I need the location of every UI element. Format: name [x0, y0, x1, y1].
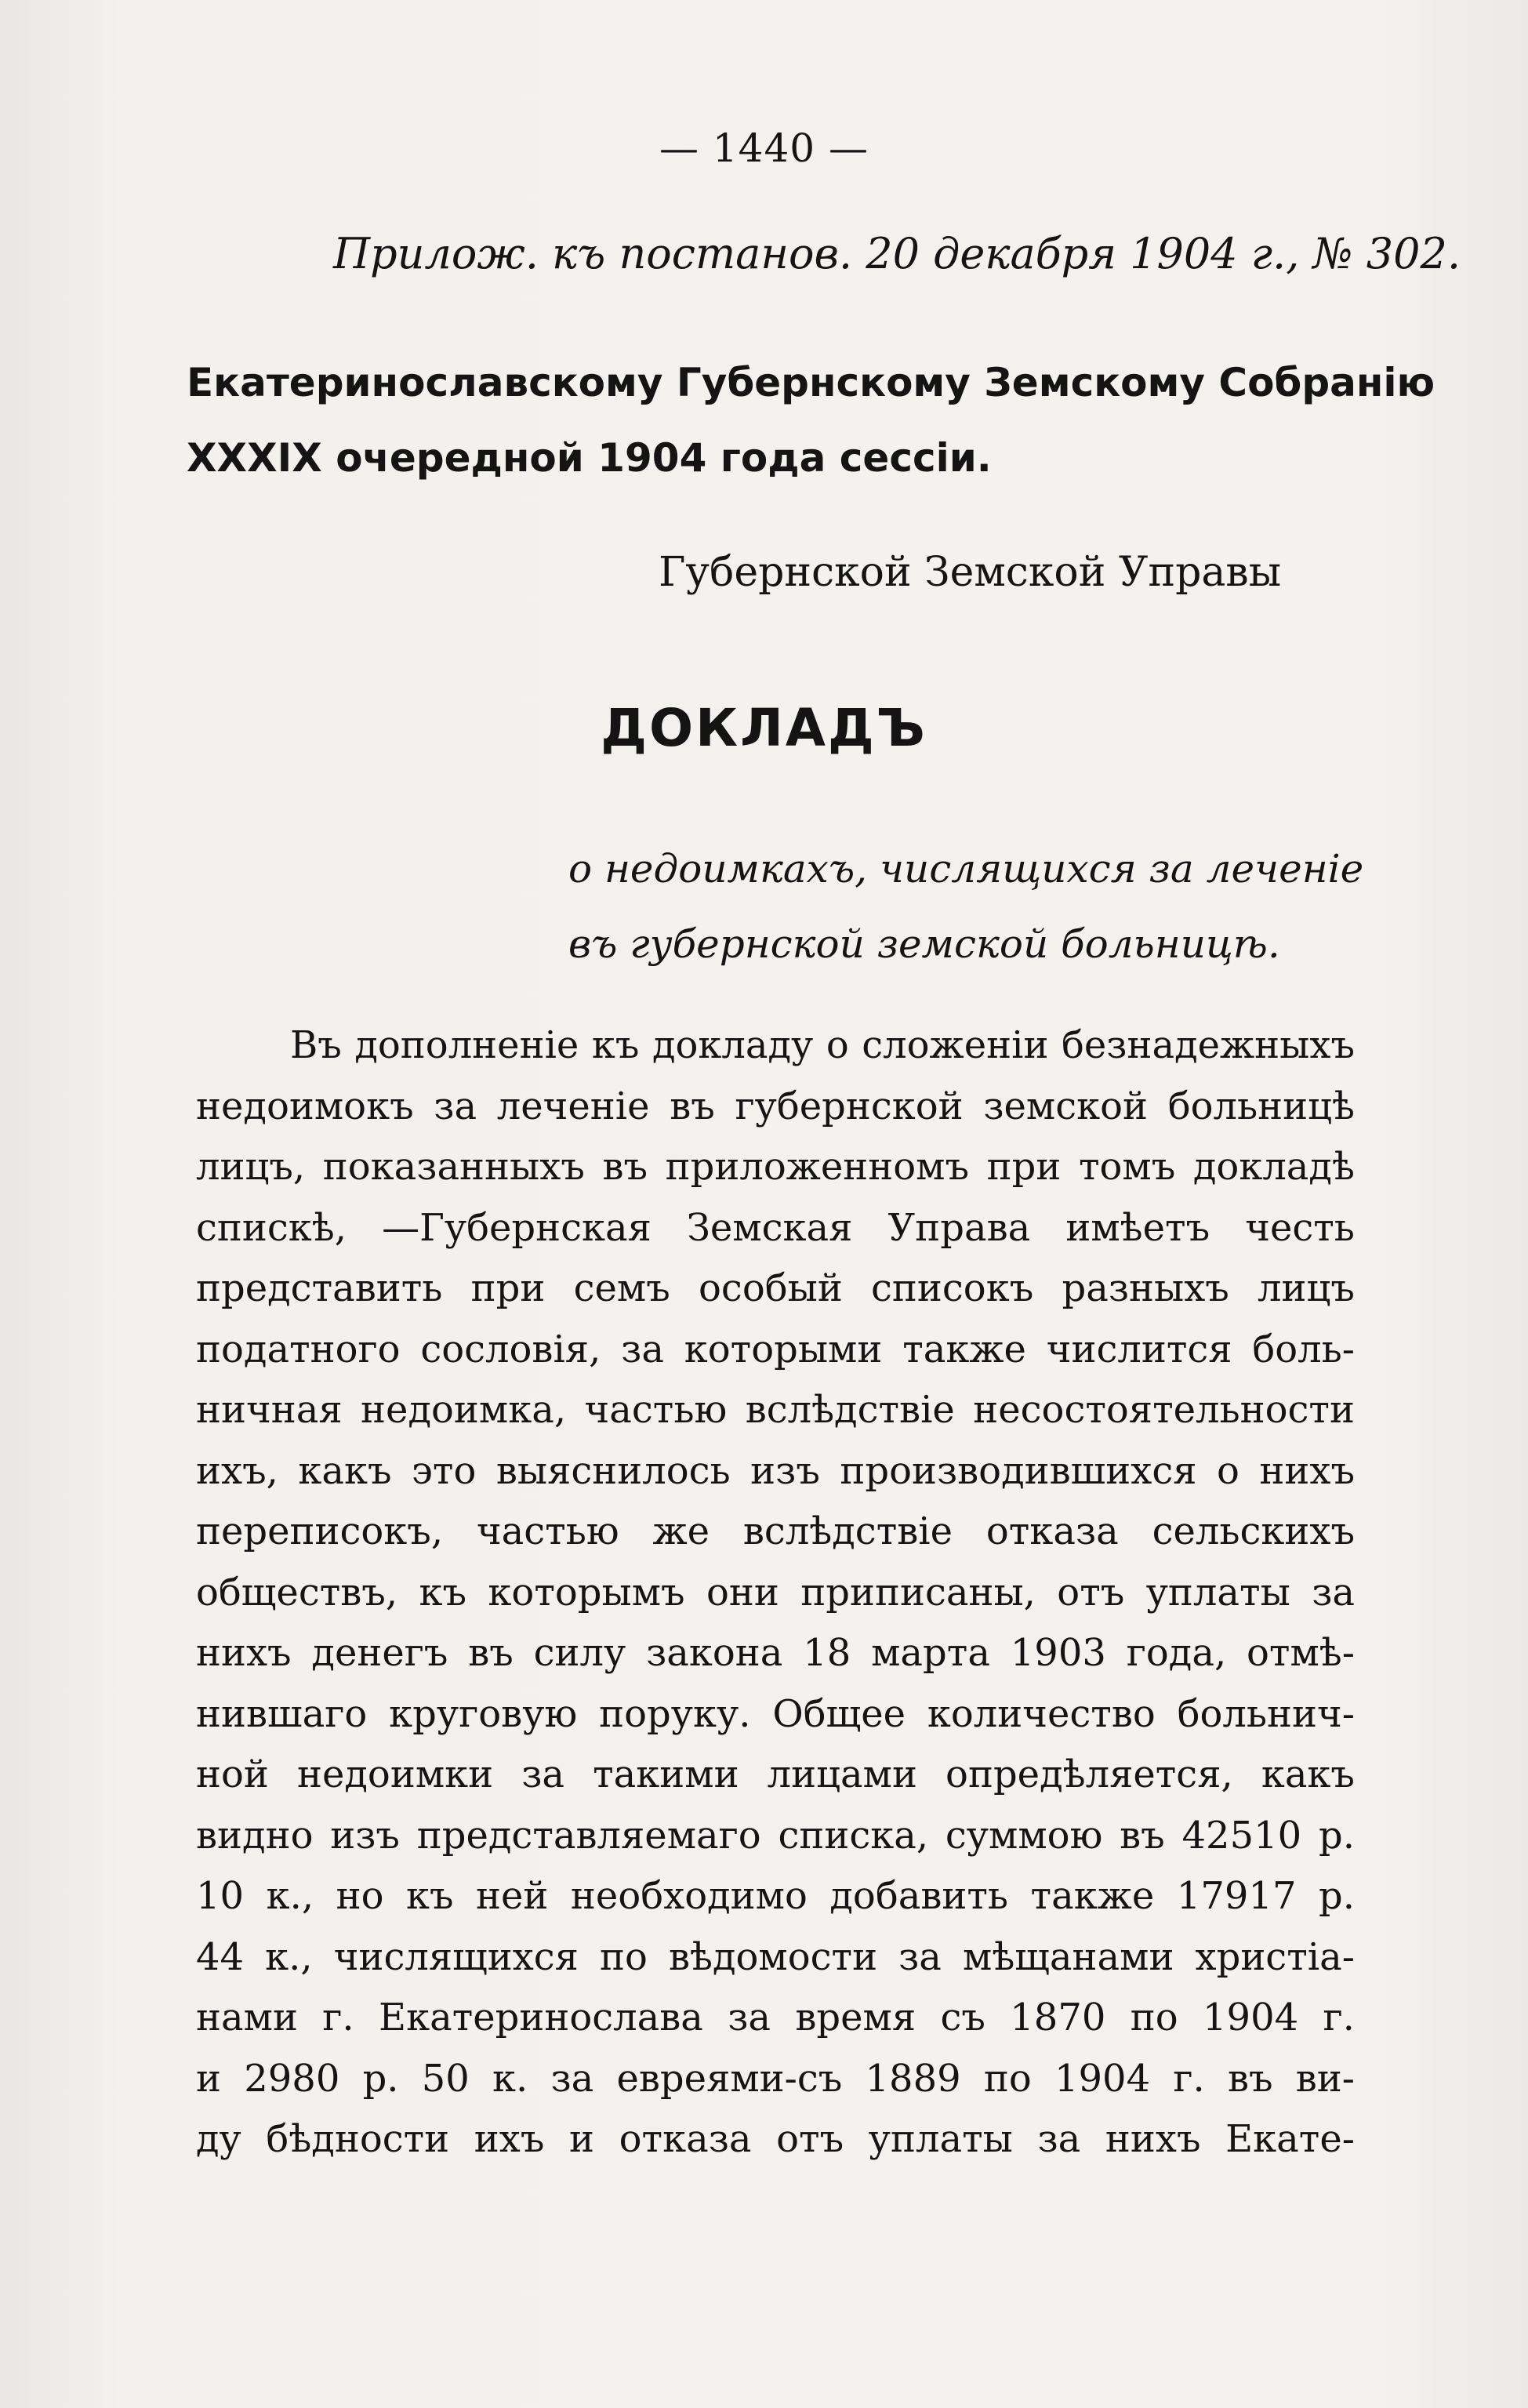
- body-word: также: [1030, 1874, 1155, 1918]
- body-word: о: [826, 1023, 849, 1067]
- body-word: въ: [1227, 2056, 1273, 2101]
- body-word: томъ: [1078, 1145, 1176, 1189]
- body-word: къ: [419, 1570, 467, 1614]
- body-word: 50: [421, 2056, 470, 2101]
- body-word: показанныхъ: [322, 1145, 585, 1189]
- body-word: обществъ,: [196, 1570, 398, 1614]
- body-line: [196, 1198, 1355, 1259]
- page-number: — 1440 —: [659, 125, 869, 171]
- body-word: ничная: [196, 1388, 343, 1432]
- body-line: [196, 2049, 1355, 2110]
- body-word: земской: [983, 1084, 1149, 1128]
- body-word: недоимки: [296, 1752, 494, 1796]
- body-word: за: [1037, 2117, 1081, 2161]
- body-line: [196, 1745, 1355, 1806]
- body-word: закона: [646, 1631, 783, 1675]
- body-word: и: [196, 2056, 221, 2101]
- body-word: и: [569, 2117, 594, 2161]
- body-word: также: [902, 1327, 1026, 1371]
- body-word: изъ: [750, 1448, 820, 1493]
- body-word: нами: [196, 1996, 298, 2039]
- body-word: при: [986, 1145, 1062, 1189]
- body-word: дополненіе: [354, 1023, 579, 1067]
- body-word: уплаты: [868, 2117, 1013, 2161]
- body-line: [196, 1927, 1355, 1989]
- body-word: марта: [871, 1631, 990, 1675]
- body-word: въ: [468, 1631, 514, 1675]
- body-line: [196, 1441, 1355, 1502]
- body-word: о: [1217, 1448, 1239, 1493]
- body-word: лицъ: [1258, 1266, 1355, 1310]
- body-line: [196, 1380, 1355, 1441]
- body-line: [196, 1563, 1355, 1624]
- body-word: 1904: [1203, 1996, 1299, 2039]
- body-word: такими: [593, 1752, 739, 1796]
- body-word: 1889: [865, 2056, 961, 2101]
- body-word: 44: [196, 1934, 245, 1979]
- body-line: [196, 1015, 1355, 1077]
- body-line: [196, 1623, 1355, 1684]
- body-word: честь: [1245, 1205, 1355, 1250]
- body-word: разныхъ: [1062, 1266, 1229, 1310]
- body-line: [196, 1988, 1355, 2049]
- body-word: производившихся: [840, 1448, 1197, 1493]
- body-word: 18: [803, 1631, 851, 1675]
- addressee-block: [187, 345, 1435, 496]
- body-word: сельскихъ: [1152, 1509, 1355, 1553]
- body-word: съ: [940, 1996, 985, 2039]
- body-line: [196, 1077, 1355, 1138]
- body-word: изъ: [330, 1813, 400, 1858]
- body-word: по: [983, 2056, 1032, 2101]
- body-word: семъ: [573, 1266, 670, 1310]
- body-word: въ: [1120, 1813, 1165, 1858]
- body-word: Екате-: [1225, 2117, 1355, 2161]
- body-word: лицами: [767, 1752, 917, 1796]
- body-line: [196, 1258, 1355, 1320]
- body-line: [196, 1806, 1355, 1867]
- body-word: г.: [1323, 1996, 1355, 2039]
- body-word: Земская: [687, 1205, 853, 1250]
- body-word: списокъ: [871, 1266, 1034, 1310]
- body-line: [196, 1320, 1355, 1381]
- body-word: больнич-: [1177, 1691, 1355, 1736]
- body-word: за: [898, 1934, 942, 1979]
- body-word: г.: [322, 1996, 354, 2039]
- body-word: к.,: [265, 1934, 313, 1979]
- body-word: 2980: [244, 2056, 340, 2101]
- body-word: силу: [533, 1631, 626, 1675]
- body-word: недоимокъ: [196, 1084, 414, 1128]
- body-word: круговую: [389, 1691, 578, 1736]
- body-word: докладѣ: [1192, 1145, 1355, 1189]
- body-word: 1903: [1010, 1631, 1106, 1675]
- body-word: сословія,: [420, 1327, 601, 1371]
- issuer-line: Губернской Земской Управы: [659, 549, 1282, 596]
- body-line: [196, 1684, 1355, 1745]
- body-word: боль-: [1252, 1327, 1355, 1371]
- body-word: уплаты: [1145, 1570, 1290, 1614]
- body-word: податного: [196, 1327, 401, 1371]
- body-word: больницѣ: [1167, 1084, 1355, 1128]
- body-word: бѣдности: [266, 2117, 450, 2161]
- body-word: сложеніи: [862, 1023, 1049, 1067]
- body-word: нихъ: [196, 1631, 292, 1675]
- body-word: нившаго: [196, 1691, 368, 1736]
- body-word: 1904: [1054, 2056, 1151, 2101]
- body-word: особый: [699, 1266, 843, 1310]
- addressee-line-2: XXXIX очередной 1904 года сессіи.: [187, 435, 992, 481]
- body-word: р.: [362, 2056, 399, 2101]
- body-word: 42510: [1181, 1813, 1302, 1858]
- body-word: к.,: [266, 1874, 314, 1918]
- body-word: имѣетъ: [1065, 1205, 1210, 1250]
- body-word: приписаны,: [800, 1570, 1036, 1614]
- body-word: которыми: [684, 1327, 883, 1371]
- body-word: видно: [196, 1813, 314, 1858]
- body-word: христіа-: [1195, 1934, 1355, 1979]
- body-word: отъ: [776, 2117, 844, 2161]
- body-word: они: [706, 1570, 779, 1614]
- body-word: частью: [584, 1388, 728, 1432]
- body-word: отказа: [985, 1509, 1119, 1553]
- body-text: [196, 1015, 1355, 2170]
- body-word: за: [728, 1996, 771, 2039]
- body-word: 17917: [1176, 1874, 1297, 1918]
- body-word: числящихся: [333, 1934, 579, 1979]
- body-word: безнадежныхъ: [1061, 1023, 1355, 1067]
- body-word: докладу: [651, 1023, 814, 1067]
- body-word: выяснилось: [495, 1448, 731, 1493]
- body-word: вслѣдствіе: [742, 1509, 953, 1553]
- body-word: представить: [196, 1266, 443, 1310]
- body-word: —Губернская: [382, 1205, 651, 1250]
- body-word: недоимка,: [361, 1388, 567, 1432]
- body-word: по: [600, 1934, 648, 1979]
- body-word: отъ: [1057, 1570, 1125, 1614]
- body-word: которымъ: [488, 1570, 685, 1614]
- body-word: поруку.: [599, 1691, 751, 1736]
- body-word: переписокъ,: [196, 1509, 444, 1553]
- body-word: какъ: [298, 1448, 392, 1493]
- body-word: нихъ: [1259, 1448, 1355, 1493]
- body-word: мѣщанами: [962, 1934, 1174, 1979]
- body-word: отказа: [619, 2117, 752, 2161]
- body-word: нихъ: [1105, 2117, 1201, 2161]
- body-word: приложенномъ: [665, 1145, 970, 1189]
- body-word: количество: [927, 1691, 1156, 1736]
- body-word: къ: [405, 1874, 454, 1918]
- body-word: Екатеринослава: [379, 1996, 703, 2039]
- body-word: за: [1312, 1570, 1355, 1614]
- body-word: за: [434, 1084, 477, 1128]
- body-word: ихъ: [474, 2117, 545, 2161]
- body-word: списка,: [778, 1813, 929, 1858]
- body-word: ихъ,: [196, 1448, 278, 1493]
- body-word: года,: [1126, 1631, 1227, 1675]
- body-word: за: [621, 1327, 664, 1371]
- body-word: 10: [196, 1874, 245, 1918]
- body-word: по: [1130, 1996, 1178, 2039]
- body-word: ной: [196, 1752, 269, 1796]
- body-word: суммою: [945, 1813, 1103, 1858]
- body-word: р.: [1318, 1813, 1355, 1858]
- body-word: Въ: [290, 1023, 342, 1067]
- body-line: [196, 1866, 1355, 1927]
- body-word: ду: [196, 2117, 241, 2161]
- body-word: при: [470, 1266, 546, 1310]
- body-word: вслѣдствіе: [745, 1388, 955, 1432]
- subject-line-2: въ губернской земской больницѣ.: [568, 921, 1280, 967]
- body-word: отмѣ-: [1247, 1631, 1355, 1675]
- body-word: за: [521, 1752, 565, 1796]
- report-subject: [568, 831, 1364, 982]
- body-word: въ: [670, 1084, 715, 1128]
- body-word: леченіе: [496, 1084, 650, 1128]
- subject-line-1: о недоимкахъ, числящихся за леченіе: [568, 846, 1364, 892]
- body-word: время: [795, 1996, 916, 2039]
- body-line: [196, 1502, 1355, 1563]
- body-word: ней: [476, 1874, 549, 1918]
- body-word: 1870: [1010, 1996, 1106, 2039]
- body-word: Управа: [887, 1205, 1031, 1250]
- body-word: представляемаго: [416, 1813, 761, 1858]
- body-word: лицъ,: [196, 1145, 306, 1189]
- body-word: въ: [602, 1145, 648, 1189]
- body-word: числится: [1046, 1327, 1232, 1371]
- body-word: к.: [492, 2056, 528, 2101]
- body-word: евреями-съ: [616, 2056, 843, 2101]
- body-word: частью: [476, 1509, 619, 1553]
- body-word: вѣдомости: [668, 1934, 878, 1979]
- addressee-line-1: Екатеринославскому Губернскому Земскому Собранію: [187, 360, 1435, 405]
- body-word: денегъ: [311, 1631, 448, 1675]
- body-word: губернской: [735, 1084, 964, 1128]
- body-word: же: [652, 1509, 710, 1553]
- appendix-reference: Прилож. къ постанов. 20 декабря 1904 г., № 302.: [333, 229, 1461, 278]
- body-word: но: [336, 1874, 384, 1918]
- body-word: ви-: [1295, 2056, 1355, 2101]
- body-word: спискѣ,: [196, 1205, 347, 1250]
- body-word: опредѣляется,: [945, 1752, 1233, 1796]
- body-word: необходимо: [570, 1874, 808, 1918]
- body-line: [196, 1137, 1355, 1198]
- body-word: г.: [1173, 2056, 1205, 2101]
- body-word: какъ: [1261, 1752, 1355, 1796]
- body-word: добавить: [829, 1874, 1009, 1918]
- body-word: р.: [1318, 1874, 1355, 1918]
- report-title: ДОКЛАДЪ: [601, 698, 927, 758]
- body-word: Общее: [772, 1691, 906, 1736]
- body-word: несостоятельности: [973, 1388, 1355, 1432]
- body-word: это: [412, 1448, 477, 1493]
- body-line: [196, 2109, 1355, 2170]
- body-word: за: [550, 2056, 594, 2101]
- body-word: къ: [591, 1023, 640, 1067]
